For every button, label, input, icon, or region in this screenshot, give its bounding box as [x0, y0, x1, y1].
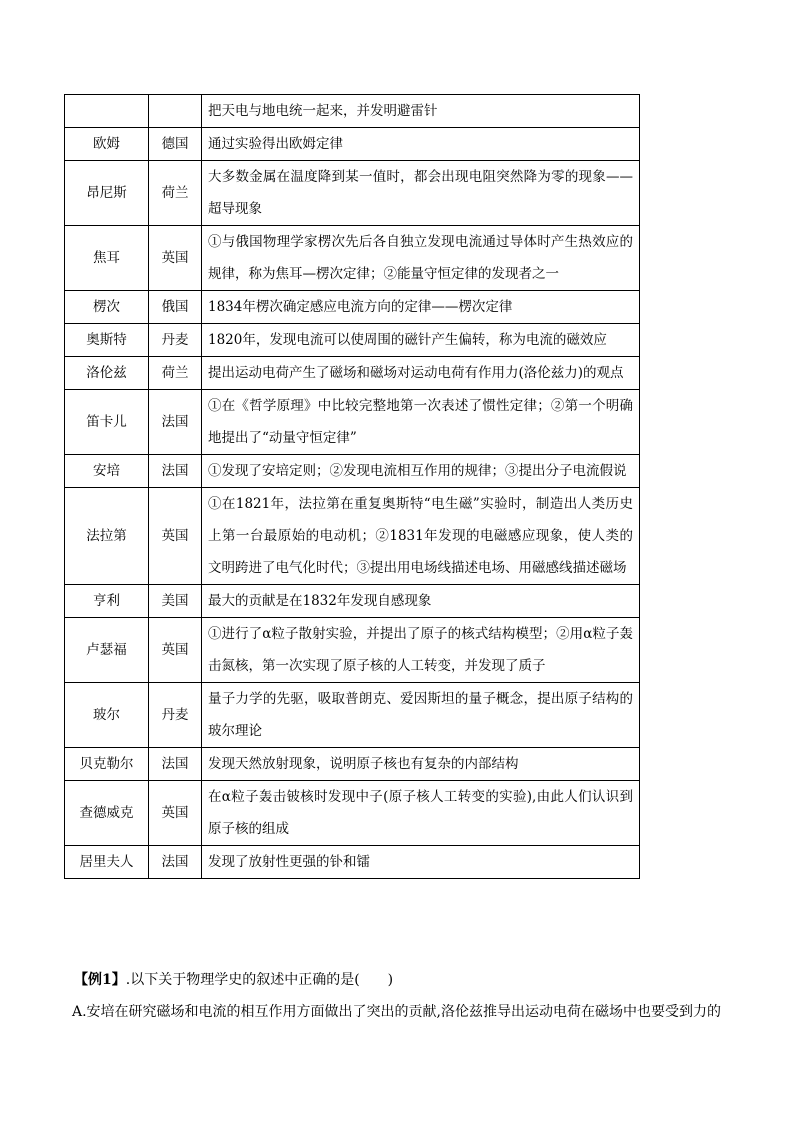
physicist-name: 玻尔 — [65, 683, 149, 748]
table-row — [65, 846, 640, 879]
table-row — [65, 390, 640, 455]
option-a: A.安培在研究磁场和电流的相互作用方面做出了突出的贡献,洛伦兹推导出运动电荷在磁场中也要受到力的 — [72, 1004, 722, 1020]
physicist-contribution: 通过实验得出欧姆定律 — [202, 128, 640, 161]
physicist-name: 居里夫人 — [65, 846, 149, 879]
table-row — [65, 324, 640, 357]
physicist-name: 焦耳 — [65, 226, 149, 291]
example-question — [74, 968, 393, 992]
table-row — [65, 226, 640, 291]
physicist-contribution: ①在《哲学原理》中比较完整地第一次表述了惯性定律；②第一个明确地提出了“动量守恒定律” — [202, 390, 640, 455]
physicist-contribution: ①发现了安培定则；②发现电流相互作用的规律；③提出分子电流假说 — [202, 455, 640, 488]
physicist-name: 笛卡儿 — [65, 390, 149, 455]
physicist-contribution: 最大的贡献是在1832年发现自感现象 — [202, 585, 640, 618]
physicist-country: 英国 — [149, 781, 202, 846]
physicist-contribution: 在α粒子轰击铍核时发现中子(原子核人工转变的实验),由此人们认识到原子核的组成 — [202, 781, 640, 846]
physicist-contribution: 大多数金属在温度降到某一值时，都会出现电阻突然降为零的现象——超导现象 — [202, 161, 640, 226]
physicist-contribution: 提出运动电荷产生了磁场和磁场对运动电荷有作用力(洛伦兹力)的观点 — [202, 357, 640, 390]
physicist-contribution: 把天电与地电统一起来，并发明避雷针 — [202, 95, 640, 128]
table-row — [65, 488, 640, 585]
physicist-name: 楞次 — [65, 291, 149, 324]
table-row — [65, 585, 640, 618]
physicist-country: 丹麦 — [149, 683, 202, 748]
table-row — [65, 161, 640, 226]
physicist-country: 法国 — [149, 748, 202, 781]
table-row — [65, 618, 640, 683]
physicist-country: 法国 — [149, 390, 202, 455]
physicist-country: 法国 — [149, 846, 202, 879]
table-row — [65, 128, 640, 161]
physicist-country: 丹麦 — [149, 324, 202, 357]
table-row — [65, 748, 640, 781]
physicist-name: 欧姆 — [65, 128, 149, 161]
physicist-contribution: 发现天然放射现象，说明原子核也有复杂的内部结构 — [202, 748, 640, 781]
physicist-country: 俄国 — [149, 291, 202, 324]
physicist-name: 查德威克 — [65, 781, 149, 846]
physicist-name: 贝克勒尔 — [65, 748, 149, 781]
table-row — [65, 683, 640, 748]
table-row — [65, 357, 640, 390]
physicist-name: 奥斯特 — [65, 324, 149, 357]
physicist-country: 德国 — [149, 128, 202, 161]
physicist-name: 安培 — [65, 455, 149, 488]
physicist-name — [65, 95, 149, 128]
physicist-country: 法国 — [149, 455, 202, 488]
physicist-country: 英国 — [149, 618, 202, 683]
physicist-country: 荷兰 — [149, 161, 202, 226]
table-row — [65, 95, 640, 128]
physicist-contribution: 量子力学的先驱，吸取普朗克、爱因斯坦的量子概念，提出原子结构的玻尔理论 — [202, 683, 640, 748]
physicist-country: 荷兰 — [149, 357, 202, 390]
physicist-contribution: 发现了放射性更强的钋和镭 — [202, 846, 640, 879]
table-row — [65, 291, 640, 324]
physicist-country: 英国 — [149, 488, 202, 585]
physicist-name: 亨利 — [65, 585, 149, 618]
physicist-contribution: ①与俄国物理学家楞次先后各自独立发现电流通过导体时产生热效应的规律，称为焦耳—楞次定律；②能量守恒定律的发现者之一 — [202, 226, 640, 291]
physicist-country: 美国 — [149, 585, 202, 618]
physicist-contribution: ①进行了α粒子散射实验，并提出了原子的核式结构模型；②用α粒子轰击氮核，第一次实现了原子核的人工转变，并发现了质子 — [202, 618, 640, 683]
table-row — [65, 455, 640, 488]
physicist-name: 昂尼斯 — [65, 161, 149, 226]
physicist-contribution: 1834年楞次确定感应电流方向的定律——楞次定律 — [202, 291, 640, 324]
physicist-name: 卢瑟福 — [65, 618, 149, 683]
physicist-contribution: 1820年，发现电流可以使周围的磁针产生偏转，称为电流的磁效应 — [202, 324, 640, 357]
example-question-text: .以下关于物理学史的叙述中正确的是( ) — [125, 972, 394, 988]
physicist-country: 英国 — [149, 226, 202, 291]
physicist-name: 法拉第 — [65, 488, 149, 585]
physicist-country — [149, 95, 202, 128]
physicists-table — [64, 94, 640, 879]
physicist-name: 洛伦兹 — [65, 357, 149, 390]
example-tag: 【例1】 — [74, 972, 126, 988]
physicist-contribution: ①在1821年，法拉第在重复奥斯特“电生磁”实验时，制造出人类历史上第一台最原始的电动机；②1831年发现的电磁感应现象，使人类的文明跨进了电气化时代；③提出用电场线描述电场、用磁感线描述磁场 — [202, 488, 640, 585]
table-row — [65, 781, 640, 846]
